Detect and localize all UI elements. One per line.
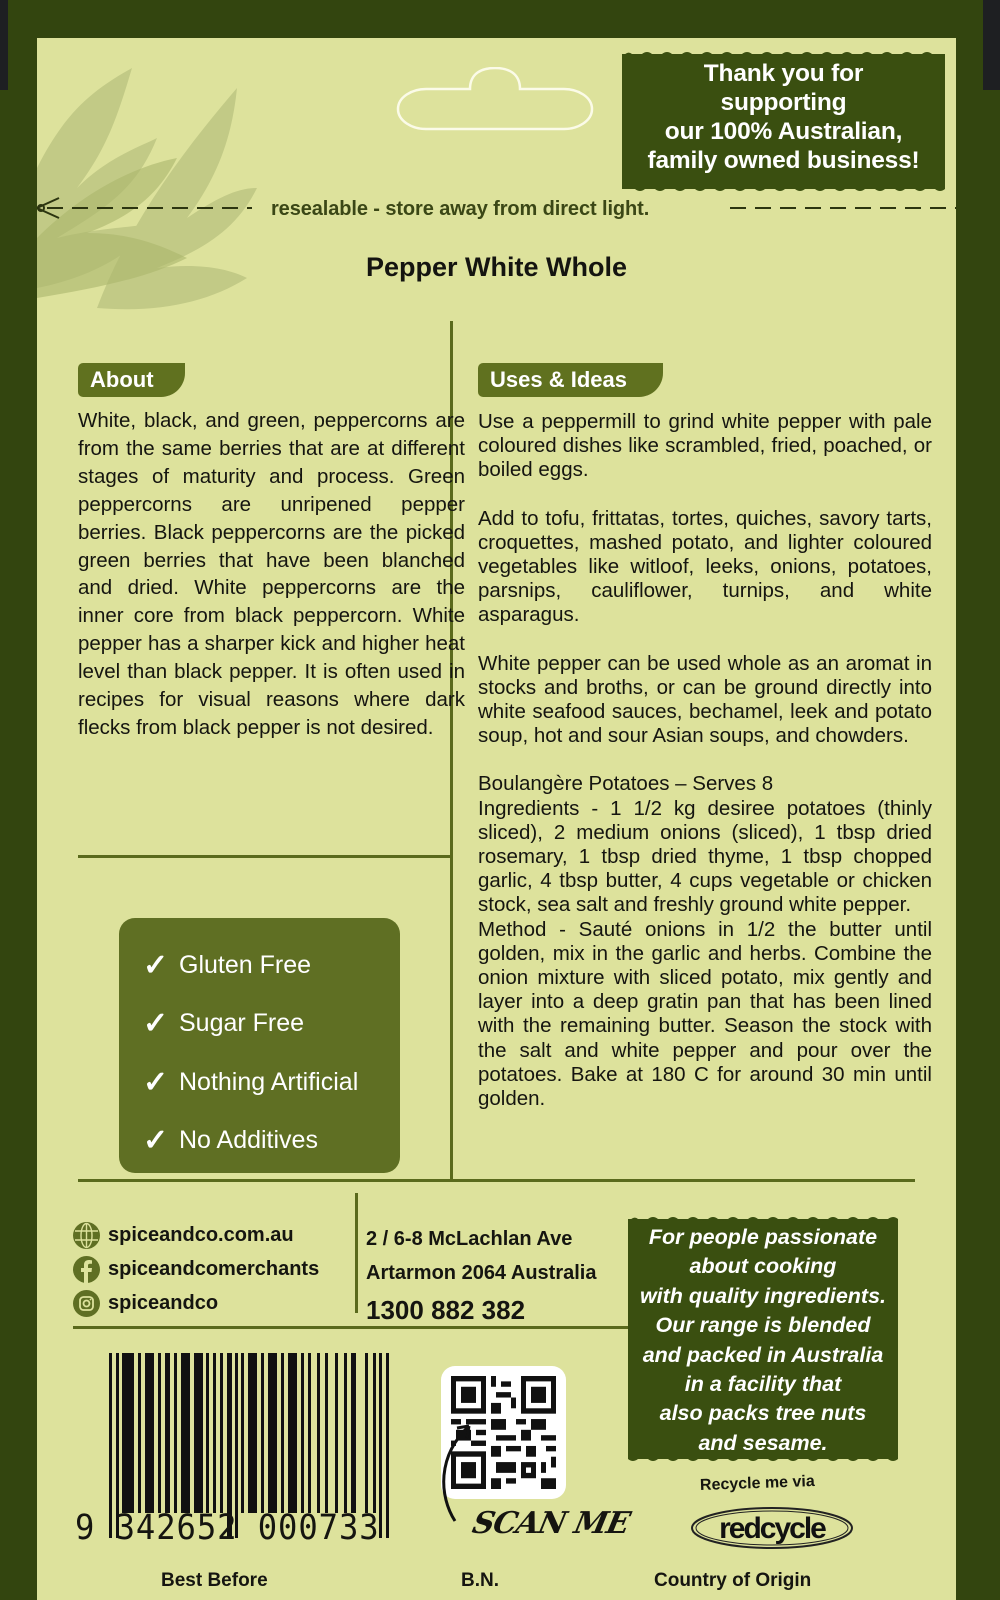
uses-heading: Uses & Ideas [478, 363, 663, 397]
check-icon: ✓ [143, 1007, 169, 1041]
website-label: spiceandco.com.au [108, 1223, 294, 1246]
redcycle-logo-icon [687, 1500, 857, 1560]
tagline-line: about cooking [689, 1254, 837, 1279]
facebook-icon [73, 1256, 100, 1283]
brand-tagline-banner [628, 1219, 898, 1459]
tagline-line: and packed in Australia [642, 1342, 884, 1367]
address-line: 2 / 6-8 McLachlan Ave [366, 1228, 573, 1250]
claim-item [119, 1053, 400, 1112]
thank-you-line: Thank you for [703, 60, 864, 87]
tagline-line: in a facility that [684, 1372, 842, 1397]
reseal-instruction: resealable - store away from direct light. [271, 198, 650, 220]
thank-you-line: supporting [720, 89, 847, 116]
about-divider [78, 855, 452, 858]
arrow-icon [439, 1416, 479, 1526]
claim-item [119, 1112, 400, 1171]
instagram-icon [73, 1290, 100, 1317]
uses-paragraph: White pepper can be used whole as an aromat in stocks and broths, or can be ground directly into white seafood sauces, bechamel, leek and potato soup, hot and sour Asian soups, and chowders. [478, 651, 932, 748]
tagline-line: also packs tree nuts [659, 1401, 867, 1426]
best-before-label: Best Before [161, 1570, 268, 1591]
scan-me-label: SCAN ME [469, 1506, 633, 1541]
recipe-ingredients: Ingredients - 1 1/2 kg desiree potatoes (thinly sliced), 2 medium onions (sliced), 1 tbsp dried rosemary, 1 tbsp dried thyme, 1 tbsp chopped garlic, 4 tbsp butter, 4 cups vegetable or chicken stock, sea salt and freshly ground white pepper. [478, 796, 932, 917]
edge-strip-right [983, 0, 1000, 90]
hang-hole-outline [396, 67, 594, 131]
product-title: Pepper White Whole [365, 252, 627, 282]
uses-paragraph: Use a peppermill to grind white pepper with pale coloured dishes like scrambled, fried, poached, or boiled eggs. [478, 410, 932, 482]
phone-number: 1300 882 382 [366, 1295, 526, 1325]
check-icon: ✓ [143, 1065, 169, 1099]
claim-label: Nothing Artificial [179, 1067, 359, 1096]
svg-text:redcycle: redcycle [719, 1512, 825, 1545]
barcode-number: 9 342652 000733 [75, 1508, 380, 1548]
uses-description [478, 410, 932, 1111]
about-description: White, black, and green, peppercorns are from the same berries that are at different stages of maturity and process. Green peppercorns are unripened pepper berries. Black peppercorns are the picked green berries that have been blanched and dried. White peppercorns are the inner core from black peppercorn. White pepper has a sharper kick and higher heat level than black pepper. It is often used in recipes for visual reasons where dark flecks from black pepper is not desired. [78, 409, 465, 739]
thank-you-banner [622, 54, 945, 189]
tagline-line: with quality ingredients. [639, 1283, 887, 1308]
claim-label: Sugar Free [179, 1009, 305, 1038]
package-back-panel [37, 38, 956, 1600]
instagram-link[interactable] [73, 1286, 319, 1320]
website-link[interactable] [73, 1218, 319, 1252]
check-icon: ✓ [143, 1124, 169, 1158]
tagline-line: Our range is blended [655, 1313, 871, 1338]
uses-paragraph: Add to tofu, frittatas, tortes, quiches, savory tarts, croquettes, mashed potato, and lighter coloured vegetables like witloof, leeks, onions, potatoes, parsnips, cauliflower, turnips, and white asparagus. [478, 506, 932, 627]
about-heading: About [78, 363, 185, 397]
facebook-label: spiceandcomerchants [108, 1257, 320, 1280]
globe-icon [73, 1222, 100, 1249]
contact-divider [355, 1193, 358, 1313]
social-links [73, 1218, 319, 1320]
batch-number-label: B.N. [461, 1570, 499, 1591]
check-icon: ✓ [143, 948, 169, 982]
thank-you-line: our 100% Australian, [664, 118, 903, 145]
country-of-origin-label: Country of Origin [654, 1570, 812, 1591]
claim-label: No Additives [179, 1126, 318, 1155]
recipe-method: Method - Sauté onions in 1/2 the butter until golden, mix in the garlic and herbs. Combine the onion mixture with sliced potato, mix gently and layer into a deep gratin pan that has been lined with the remaining butter. Season the stock with the salt and white pepper and pour over the potatoes. Bake at 180 C for around 30 min until golden. [478, 917, 932, 1111]
claim-label: Gluten Free [179, 950, 312, 979]
recipe-title: Boulangère Potatoes – Serves 8 [478, 772, 774, 796]
address-line: Artarmon 2064 Australia [366, 1262, 597, 1284]
edge-strip-left [0, 0, 8, 90]
instagram-label: spiceandco [108, 1291, 219, 1314]
section-divider [78, 1179, 915, 1182]
thank-you-line: family owned business! [647, 147, 920, 174]
tagline-line: and sesame. [698, 1430, 828, 1455]
company-address [366, 1222, 596, 1330]
claim-item [119, 995, 400, 1054]
facebook-link[interactable] [73, 1252, 319, 1286]
dietary-claims [119, 918, 400, 1173]
tagline-line: For people passionate [648, 1225, 878, 1249]
recycle-label: Recycle me via [699, 1473, 815, 1494]
claim-item [119, 936, 400, 995]
